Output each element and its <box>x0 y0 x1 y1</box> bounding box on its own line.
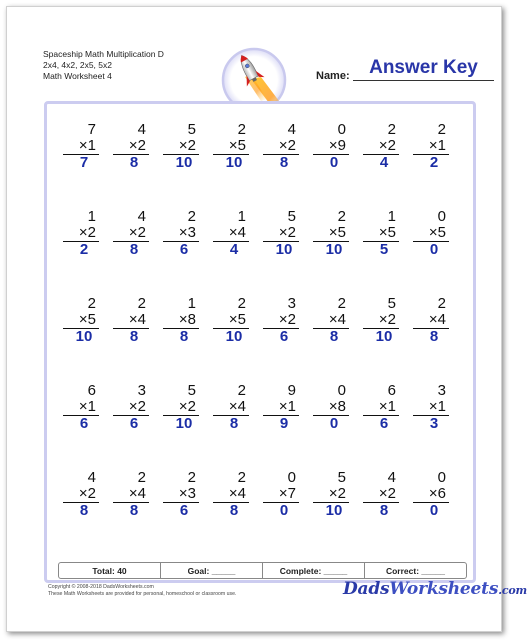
multiply-symbol: × <box>78 398 88 415</box>
multiply-symbol: × <box>78 137 88 154</box>
multiplier <box>63 399 99 416</box>
multiplier <box>413 399 449 416</box>
multiplier-value: 1 <box>87 398 96 415</box>
multiplier-value: 5 <box>387 224 396 241</box>
answer: 8 <box>179 328 189 345</box>
multiplicand: 0 <box>437 208 446 225</box>
multiplier-value: 2 <box>137 137 146 154</box>
multiplication-problem <box>113 296 149 345</box>
multiplier <box>213 486 249 503</box>
multiplier-value: 1 <box>287 398 296 415</box>
multiplier <box>263 138 299 155</box>
multiply-symbol: × <box>78 311 88 328</box>
multiplicand: 5 <box>337 469 346 486</box>
answer: 7 <box>79 154 89 171</box>
answer: 10 <box>225 154 243 171</box>
multiplication-problem <box>263 470 299 519</box>
multiply-symbol: × <box>128 137 138 154</box>
multiplication-problem <box>213 209 249 258</box>
multiplier-value: 5 <box>237 311 246 328</box>
multiplier <box>213 225 249 242</box>
problem-row <box>59 296 463 383</box>
multiplier <box>263 399 299 416</box>
answer: 10 <box>175 154 193 171</box>
multiply-symbol: × <box>278 137 288 154</box>
multiplier-value: 4 <box>237 224 246 241</box>
multiplier-value: 1 <box>387 398 396 415</box>
multiplier <box>113 486 149 503</box>
copyright-notice <box>48 584 236 598</box>
multiplication-problem <box>63 383 99 432</box>
brand-part-2: Worksheets <box>389 579 499 599</box>
multiplier <box>163 138 199 155</box>
multiply-symbol: × <box>78 224 88 241</box>
multiplier <box>313 138 349 155</box>
multiplier <box>363 138 399 155</box>
multiplier <box>113 138 149 155</box>
multiplier <box>163 399 199 416</box>
answer: 10 <box>325 502 343 519</box>
answer: 8 <box>229 502 239 519</box>
multiplication-problem <box>213 296 249 345</box>
multiplier-value: 2 <box>187 398 196 415</box>
worksheet-title: Spaceship Math Multiplication D <box>43 49 164 59</box>
answer: 0 <box>429 502 439 519</box>
multiplier-value: 2 <box>137 224 146 241</box>
answer: 10 <box>375 328 393 345</box>
problem-row <box>59 122 463 209</box>
multiplicand: 1 <box>87 208 96 225</box>
multiply-symbol: × <box>228 311 238 328</box>
multiplication-problem <box>363 122 399 171</box>
answer: 6 <box>179 502 189 519</box>
answer: 8 <box>79 502 89 519</box>
name-label: Name: <box>316 70 350 82</box>
multiply-symbol: × <box>328 224 338 241</box>
multiplication-problem <box>213 122 249 171</box>
multiplicand: 2 <box>187 208 196 225</box>
multiplier <box>313 399 349 416</box>
multiplicand: 0 <box>287 469 296 486</box>
multiplier <box>163 486 199 503</box>
multiplication-problem <box>113 209 149 258</box>
answer: 8 <box>129 241 139 258</box>
multiplicand: 0 <box>437 469 446 486</box>
multiply-symbol: × <box>178 398 188 415</box>
multiplier-value: 2 <box>187 137 196 154</box>
brand-part-3: .com <box>498 584 527 597</box>
multiplicand: 4 <box>87 469 96 486</box>
multiplier-value: 1 <box>437 398 446 415</box>
multiplier <box>413 138 449 155</box>
answer: 4 <box>229 241 239 258</box>
dadsworksheets-logo <box>343 579 527 605</box>
multiply-symbol: × <box>328 311 338 328</box>
multiplicand: 2 <box>237 121 246 138</box>
multiplication-problem <box>413 296 449 345</box>
multiplier <box>213 312 249 329</box>
multiplier <box>313 225 349 242</box>
answer: 2 <box>429 154 439 171</box>
multiplication-problem <box>163 470 199 519</box>
multiplication-problem <box>213 383 249 432</box>
multiply-symbol: × <box>378 398 388 415</box>
multiplier-value: 2 <box>287 311 296 328</box>
problem-row <box>59 383 463 470</box>
multiply-symbol: × <box>428 137 438 154</box>
answer: 10 <box>75 328 93 345</box>
multiplication-problem <box>313 296 349 345</box>
multiplier-value: 2 <box>337 485 346 502</box>
multiply-symbol: × <box>228 137 238 154</box>
multiplication-problem <box>313 209 349 258</box>
problems-frame <box>44 101 476 583</box>
usage-line: These Math Worksheets are provided for personal, homeschool or classroom use. <box>48 591 237 597</box>
answer: 10 <box>325 241 343 258</box>
answer: 6 <box>129 415 139 432</box>
answer: 8 <box>329 328 339 345</box>
answer: 6 <box>379 415 389 432</box>
multiplicand: 7 <box>87 121 96 138</box>
multiplier <box>163 312 199 329</box>
multiplier-value: 4 <box>337 311 346 328</box>
multiplier-value: 5 <box>337 224 346 241</box>
multiplication-problem <box>213 470 249 519</box>
multiply-symbol: × <box>378 485 388 502</box>
multiplier-value: 4 <box>237 485 246 502</box>
multiplier-value: 4 <box>437 311 446 328</box>
worksheet-title-block <box>43 49 164 82</box>
multiplier-value: 5 <box>437 224 446 241</box>
multiply-symbol: × <box>428 224 438 241</box>
multiplicand: 3 <box>287 295 296 312</box>
multiplier <box>113 225 149 242</box>
answer: 8 <box>129 154 139 171</box>
multiplicand: 6 <box>87 382 96 399</box>
multiplier-value: 3 <box>187 485 196 502</box>
multiplier <box>413 225 449 242</box>
multiply-symbol: × <box>328 137 338 154</box>
multiplicand: 1 <box>387 208 396 225</box>
total-cell: Total: 40 <box>59 563 161 578</box>
multiply-symbol: × <box>178 137 188 154</box>
name-field[interactable] <box>316 57 494 82</box>
multiplicand: 0 <box>337 382 346 399</box>
multiply-symbol: × <box>228 224 238 241</box>
name-line <box>353 80 494 81</box>
answer: 8 <box>129 502 139 519</box>
multiplicand: 9 <box>287 382 296 399</box>
multiplier <box>63 486 99 503</box>
multiplier <box>413 312 449 329</box>
multiplicand: 2 <box>87 295 96 312</box>
multiply-symbol: × <box>428 398 438 415</box>
multiplier <box>213 138 249 155</box>
answer: 6 <box>279 328 289 345</box>
multiply-symbol: × <box>228 485 238 502</box>
multiplier-value: 8 <box>187 311 196 328</box>
multiply-symbol: × <box>278 485 288 502</box>
multiply-symbol: × <box>428 311 438 328</box>
multiplication-problem <box>163 122 199 171</box>
multiplier-value: 8 <box>337 398 346 415</box>
multiplier-value: 2 <box>137 398 146 415</box>
answer: 10 <box>175 415 193 432</box>
multiplier <box>363 225 399 242</box>
answer: 0 <box>429 241 439 258</box>
multiplication-problem <box>63 296 99 345</box>
multiply-symbol: × <box>328 398 338 415</box>
multiplication-problem <box>63 122 99 171</box>
answer: 5 <box>379 241 389 258</box>
multiplier <box>363 399 399 416</box>
multiply-symbol: × <box>178 224 188 241</box>
correct-cell[interactable]: Correct: _____ <box>385 565 446 576</box>
multiplier-value: 1 <box>437 137 446 154</box>
multiplier <box>113 312 149 329</box>
multiplication-problem <box>113 122 149 171</box>
multiplicand: 1 <box>237 208 246 225</box>
multiplier-value: 2 <box>387 311 396 328</box>
multiplier-value: 3 <box>187 224 196 241</box>
multiplier <box>263 312 299 329</box>
multiplier <box>163 225 199 242</box>
worksheet-number: Math Worksheet 4 <box>43 71 112 81</box>
answer: 3 <box>429 415 439 432</box>
copyright-line: Copyright © 2008-2018 DadsWorksheets.com <box>48 584 154 590</box>
multiplier-value: 2 <box>287 224 296 241</box>
answer: 9 <box>279 415 289 432</box>
multiplier-value: 1 <box>87 137 96 154</box>
answer: 0 <box>329 415 339 432</box>
worksheet-facts: 2x4, 4x2, 2x5, 5x2 <box>43 60 112 70</box>
multiplication-problem <box>313 470 349 519</box>
multiplication-problem <box>113 383 149 432</box>
multiplication-problem <box>163 296 199 345</box>
multiply-symbol: × <box>278 311 288 328</box>
multiply-symbol: × <box>328 485 338 502</box>
problems-grid <box>59 122 463 557</box>
multiplication-problem <box>413 122 449 171</box>
multiply-symbol: × <box>278 398 288 415</box>
answer: 2 <box>79 241 89 258</box>
multiplier-value: 6 <box>437 485 446 502</box>
multiplication-problem <box>363 209 399 258</box>
multiplicand: 5 <box>387 295 396 312</box>
answer: 0 <box>329 154 339 171</box>
multiplicand: 5 <box>187 382 196 399</box>
multiplier <box>263 225 299 242</box>
multiplier-value: 2 <box>287 137 296 154</box>
multiplier-value: 4 <box>237 398 246 415</box>
goal-cell[interactable]: Goal: _____ <box>161 563 263 578</box>
multiplier <box>313 486 349 503</box>
multiplication-problem <box>63 470 99 519</box>
multiplication-problem <box>263 122 299 171</box>
multiplication-problem <box>313 383 349 432</box>
answer: 8 <box>429 328 439 345</box>
multiplicand: 5 <box>287 208 296 225</box>
multiplicand: 2 <box>387 121 396 138</box>
answer: 8 <box>129 328 139 345</box>
multiplier <box>63 138 99 155</box>
multiply-symbol: × <box>378 137 388 154</box>
problem-row <box>59 470 463 557</box>
multiplication-problem <box>63 209 99 258</box>
multiplicand: 4 <box>387 469 396 486</box>
multiply-symbol: × <box>128 224 138 241</box>
answer: 6 <box>79 415 89 432</box>
answer: 10 <box>225 328 243 345</box>
multiplier <box>113 399 149 416</box>
multiplicand: 1 <box>187 295 196 312</box>
multiplicand: 2 <box>337 208 346 225</box>
multiplicand: 4 <box>137 208 146 225</box>
multiplicand: 3 <box>437 382 446 399</box>
answer: 8 <box>379 502 389 519</box>
answer: 4 <box>379 154 389 171</box>
multiplicand: 4 <box>287 121 296 138</box>
multiplicand: 2 <box>137 469 146 486</box>
multiply-symbol: × <box>228 398 238 415</box>
multiply-symbol: × <box>278 224 288 241</box>
multiplication-problem <box>263 209 299 258</box>
multiplicand: 4 <box>137 121 146 138</box>
multiplier <box>363 486 399 503</box>
multiplier <box>363 312 399 329</box>
multiply-symbol: × <box>78 485 88 502</box>
multiplication-problem <box>163 383 199 432</box>
multiplicand: 5 <box>187 121 196 138</box>
answer: 0 <box>279 502 289 519</box>
multiplicand: 2 <box>437 121 446 138</box>
multiplier <box>313 312 349 329</box>
worksheet-page <box>6 6 527 632</box>
multiplier <box>63 225 99 242</box>
answer: 6 <box>179 241 189 258</box>
multiplier-value: 5 <box>87 311 96 328</box>
multiplier-value: 5 <box>237 137 246 154</box>
multiplier <box>213 399 249 416</box>
multiply-symbol: × <box>178 485 188 502</box>
multiplication-problem <box>313 122 349 171</box>
multiply-symbol: × <box>128 398 138 415</box>
multiplicand: 2 <box>337 295 346 312</box>
multiplication-problem <box>363 296 399 345</box>
multiplicand: 2 <box>437 295 446 312</box>
multiplicand: 2 <box>187 469 196 486</box>
multiplier <box>413 486 449 503</box>
multiplication-problem <box>363 383 399 432</box>
multiplicand: 2 <box>137 295 146 312</box>
multiplicand: 0 <box>337 121 346 138</box>
multiplicand: 2 <box>237 295 246 312</box>
problem-row <box>59 209 463 296</box>
multiplier-value: 2 <box>387 485 396 502</box>
multiply-symbol: × <box>128 485 138 502</box>
multiplication-problem <box>163 209 199 258</box>
multiplication-problem <box>263 383 299 432</box>
answer: 8 <box>229 415 239 432</box>
multiplicand: 2 <box>237 382 246 399</box>
score-bar <box>58 562 467 579</box>
answer: 10 <box>275 241 293 258</box>
multiplier-value: 4 <box>137 485 146 502</box>
multiplication-problem <box>413 470 449 519</box>
brand-part-1: Dads <box>343 579 390 599</box>
multiplier-value: 7 <box>287 485 296 502</box>
multiplier <box>63 312 99 329</box>
answer-key-label: Answer Key <box>369 57 478 78</box>
multiplier <box>263 486 299 503</box>
multiplier-value: 2 <box>87 485 96 502</box>
multiplier-value: 9 <box>337 137 346 154</box>
multiply-symbol: × <box>378 224 388 241</box>
multiplicand: 3 <box>137 382 146 399</box>
multiplication-problem <box>413 383 449 432</box>
answer: 8 <box>279 154 289 171</box>
multiplication-problem <box>363 470 399 519</box>
complete-cell[interactable]: Complete: _____ <box>263 563 365 578</box>
multiplier-value: 4 <box>137 311 146 328</box>
multiply-symbol: × <box>178 311 188 328</box>
multiply-symbol: × <box>378 311 388 328</box>
multiplicand: 6 <box>387 382 396 399</box>
multiplier-value: 2 <box>87 224 96 241</box>
multiplication-problem <box>263 296 299 345</box>
multiplication-problem <box>413 209 449 258</box>
multiplication-problem <box>113 470 149 519</box>
multiply-symbol: × <box>428 485 438 502</box>
multiplier-value: 2 <box>387 137 396 154</box>
multiply-symbol: × <box>128 311 138 328</box>
multiplicand: 2 <box>237 469 246 486</box>
